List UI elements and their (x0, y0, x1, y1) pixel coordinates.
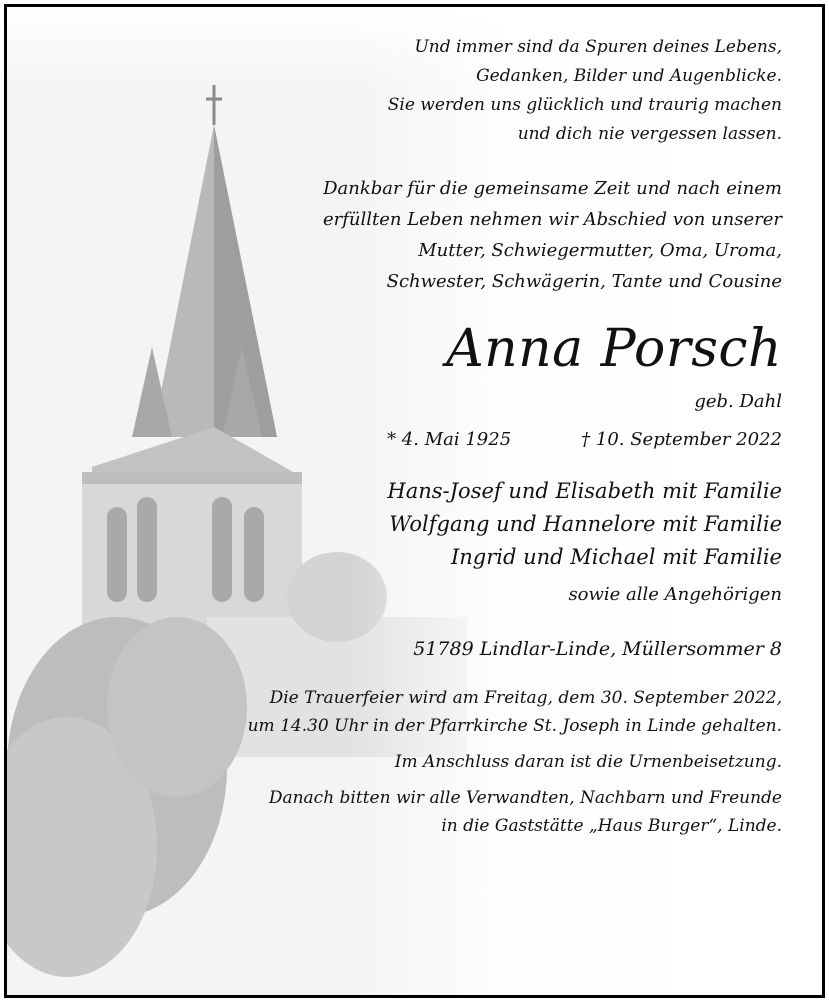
mourners-list (222, 475, 782, 574)
service-line: um 14.30 Uhr in der Pfarrkirche St. Joseph in Linde gehalten. (247, 716, 782, 736)
obituary-text (222, 33, 782, 840)
maiden-name: geb. Dahl (694, 391, 782, 412)
birth-date: * 4. Mai 1925 (387, 429, 512, 450)
poem-line: Sie werden uns glücklich und traurig machen (387, 95, 782, 115)
farewell-line: Schwester, Schwägerin, Tante und Cousine (386, 271, 782, 292)
invite-line: in die Gaststätte „Haus Burger“, Linde. (441, 816, 782, 836)
poem-line: Gedanken, Bilder und Augenblicke. (476, 66, 782, 86)
farewell-line: erfüllten Leben nehmen wir Abschied von unserer (322, 209, 782, 230)
family-address: 51789 Lindlar-Linde, Müllersommer 8 (413, 638, 782, 660)
memorial-poem (222, 33, 782, 149)
poem-line: Und immer sind da Spuren deines Lebens, (414, 37, 782, 57)
deceased-name: Anna Porsch (446, 319, 782, 379)
relatives-note: sowie alle Angehörigen (568, 584, 782, 605)
service-info (222, 684, 782, 740)
reception-invite (222, 784, 782, 840)
life-dates (222, 427, 782, 453)
obituary-frame (4, 4, 825, 998)
farewell-line: Mutter, Schwiegermutter, Oma, Uroma, (418, 240, 782, 261)
urn-burial-note: Im Anschluss daran ist die Urnenbeisetzung. (394, 752, 782, 772)
invite-line: Danach bitten wir alle Verwandten, Nachbarn und Freunde (268, 788, 782, 808)
poem-line: und dich nie vergessen lassen. (517, 124, 782, 144)
service-line: Die Trauerfeier wird am Freitag, dem 30. September 2022, (269, 688, 782, 708)
mourner-family: Ingrid und Michael mit Familie (450, 545, 782, 569)
mourner-family: Hans-Josef und Elisabeth mit Familie (387, 479, 782, 503)
death-date: † 10. September 2022 (581, 429, 782, 450)
farewell-line: Dankbar für die gemeinsame Zeit und nach einem (323, 178, 782, 199)
mourner-family: Wolfgang und Hannelore mit Familie (389, 512, 782, 536)
farewell-text (222, 173, 782, 297)
